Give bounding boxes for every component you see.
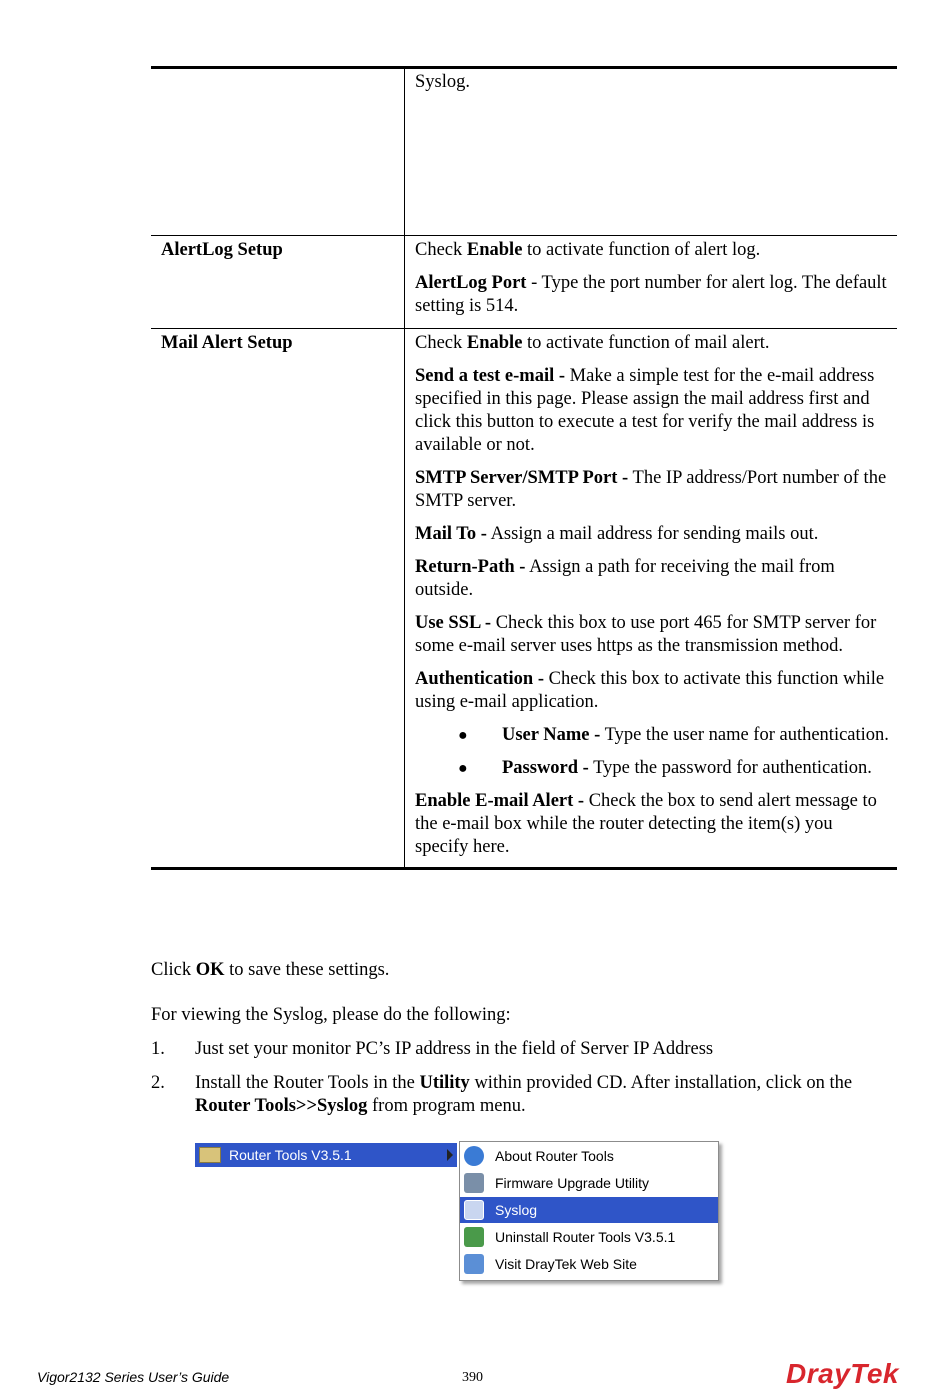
intro-text: For viewing the Syslog, please do the following: — [151, 1005, 511, 1025]
settings-table — [151, 66, 897, 870]
paragraph: Enable E-mail Alert - Check the box to send alert message to the e-mail box while the router detecting the item(s) you specify here. — [415, 791, 877, 857]
table-cell-label — [151, 236, 405, 329]
table-cell-description — [405, 329, 898, 869]
paragraph: Return-Path - Assign a path for receiving the mail from outside. — [415, 557, 835, 600]
step-item: 1. Just set your monitor PC’s IP address in the field of Server IP Address — [151, 1039, 714, 1059]
menu-item-visit-website[interactable]: Visit DrayTek Web Site — [460, 1251, 718, 1277]
step-item: 2. Install the Router Tools in the Utility within provided CD. After installation, click on the Router Tools>>Syslog from program menu. — [151, 1073, 853, 1116]
program-menu-screenshot — [195, 1141, 725, 1291]
menu-item-uninstall[interactable]: Uninstall Router Tools V3.5.1 — [460, 1224, 718, 1250]
menu-item-syslog[interactable]: Syslog — [460, 1197, 718, 1223]
paragraph: Use SSL - Check this box to use port 465 for SMTP server for some e-mail server uses https as the transmission method. — [415, 613, 877, 656]
bullet-icon: ● — [458, 727, 468, 744]
bullet-icon: ● — [458, 760, 468, 777]
menu-item-firmware-upgrade[interactable]: Firmware Upgrade Utility — [460, 1170, 718, 1196]
uninstall-icon — [464, 1227, 484, 1247]
table-cell-description — [405, 236, 898, 329]
paragraph: Mail To - Assign a mail address for sending mails out. — [415, 524, 819, 544]
footer-guide-title: Vigor2132 Series User’s Guide — [37, 1369, 230, 1385]
table-row — [151, 68, 897, 236]
paragraph: Authentication - Check this box to activate this function while using e-mail application. — [415, 669, 885, 712]
folder-icon — [199, 1147, 221, 1163]
submenu-arrow-icon — [447, 1149, 453, 1161]
table-cell-label — [151, 68, 405, 236]
paragraph: Check Enable to activate function of mail alert. — [415, 333, 770, 353]
paragraph: AlertLog Port - Type the port number for alert log. The default setting is 514. — [415, 273, 887, 316]
row-label: AlertLog Setup — [161, 240, 283, 260]
syslog-icon — [464, 1200, 484, 1220]
paragraph: Send a test e-mail - Make a simple test for the e-mail address specified in this page. Please assign the mail address first and click this button to execute a test for verify the mail address is available or not. — [415, 366, 875, 455]
paragraph: Check Enable to activate function of alert log. — [415, 240, 761, 260]
router-tools-submenu — [459, 1141, 719, 1281]
table-cell-description — [405, 68, 898, 236]
click-ok-text: Click OK to save these settings. — [151, 960, 390, 980]
bullet-item: ● Password - Type the password for authentication. — [415, 757, 889, 780]
bullet-item: ● User Name - Type the user name for authentication. — [415, 724, 889, 747]
paragraph: SMTP Server/SMTP Port - The IP address/Port number of the SMTP server. — [415, 468, 887, 511]
info-globe-icon — [464, 1146, 484, 1166]
table-cell-label — [151, 329, 405, 869]
menu-item-about[interactable]: About Router Tools — [460, 1143, 718, 1169]
draytek-logo: DrayTek — [786, 1358, 899, 1389]
table-row — [151, 236, 897, 329]
row-label: Mail Alert Setup — [161, 333, 293, 353]
firmware-icon — [464, 1173, 484, 1193]
row-text: Syslog. — [415, 72, 471, 92]
table-row — [151, 329, 897, 869]
web-icon — [464, 1254, 484, 1274]
page-number: 390 — [462, 1370, 483, 1385]
menu-item-router-tools[interactable]: Router Tools V3.5.1 — [195, 1143, 457, 1167]
